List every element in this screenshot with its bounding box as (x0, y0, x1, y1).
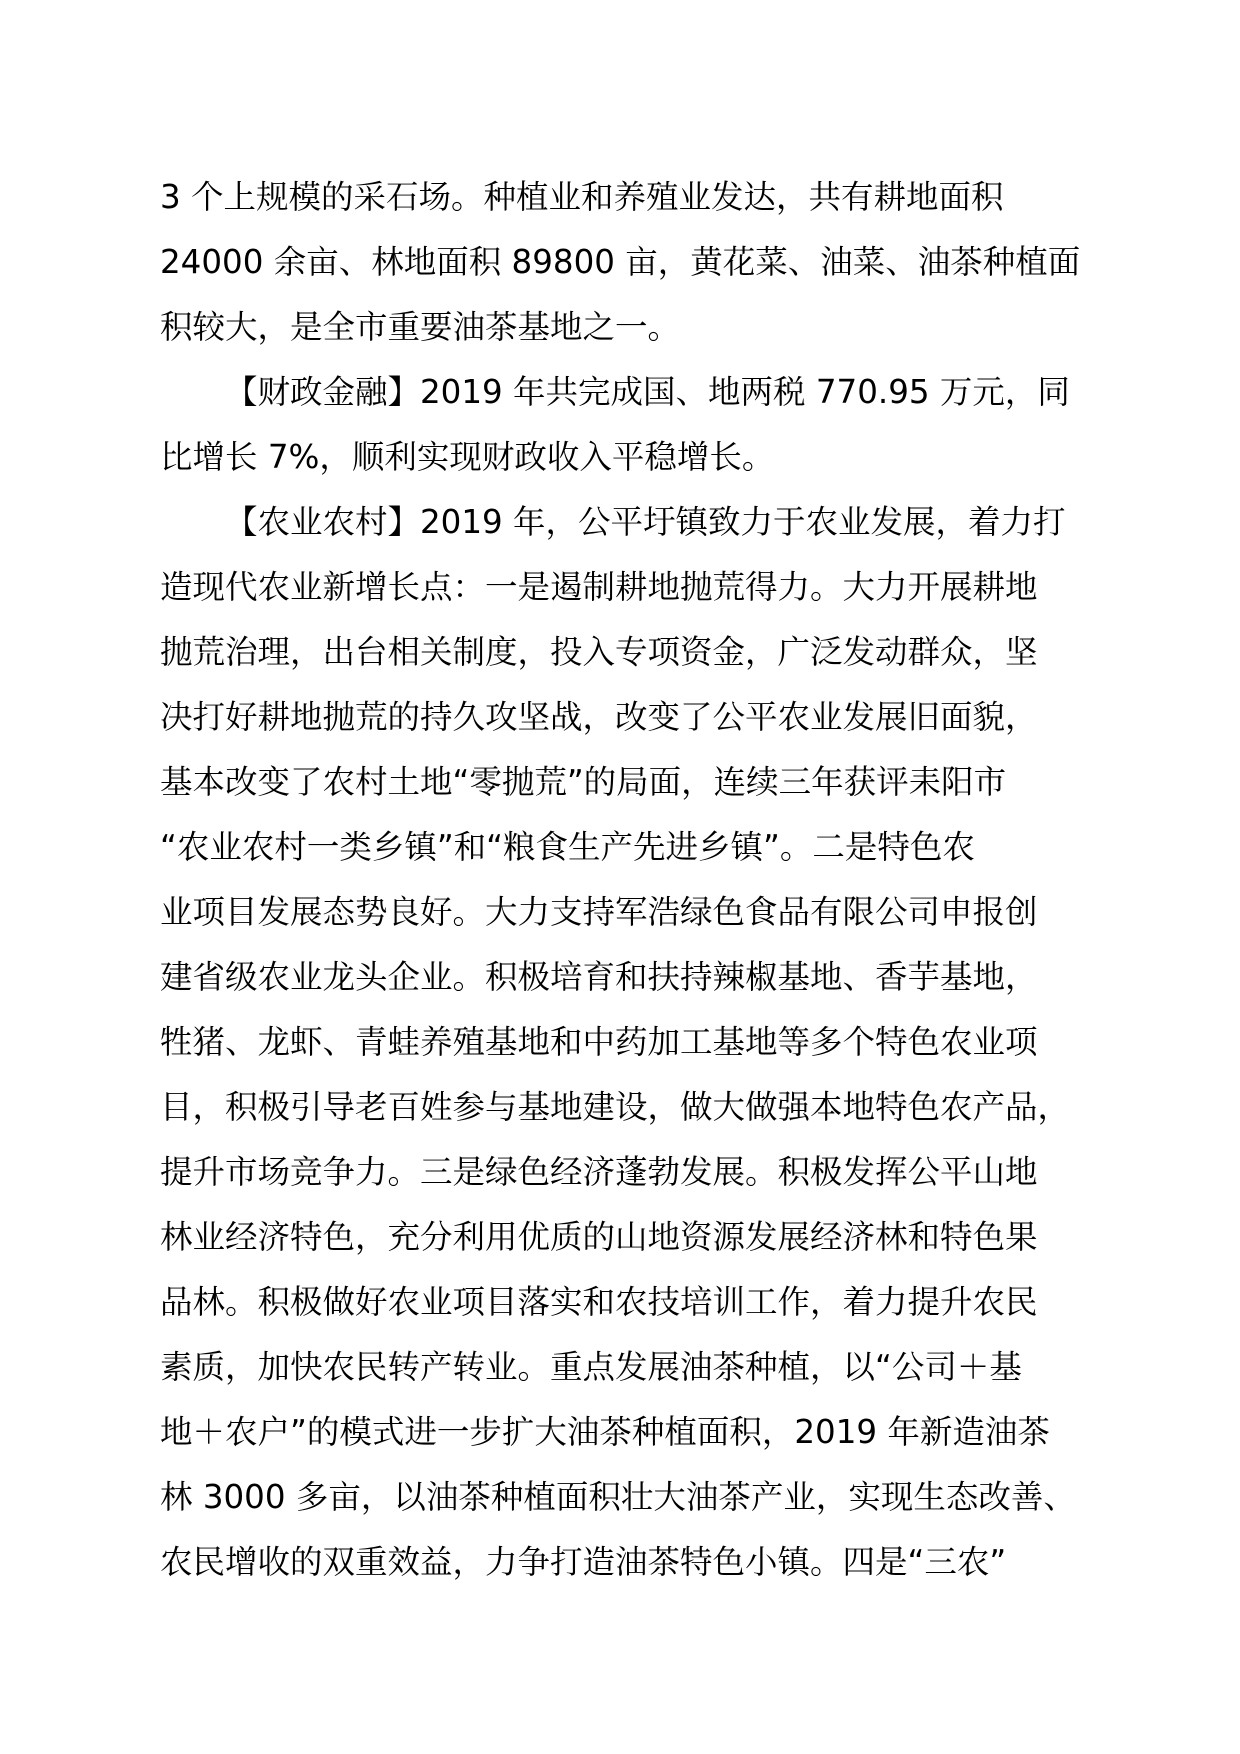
paragraph-agriculture-first-line: 【农业农村】2019 年，公平圩镇致力于农业发展，着力打 (225, 503, 1066, 541)
text-line: 比增长 7%，顺利实现财政收入平稳增长。 (160, 438, 775, 476)
text-line: 决打好耕地抛荒的持久攻坚战，改变了公平农业发展旧面貌， (160, 698, 1038, 736)
text-line: 抛荒治理，出台相关制度，投入专项资金，广泛发动群众，坚 (160, 633, 1038, 671)
text-line: 牲猪、龙虾、青蛙养殖基地和中药加工基地等多个特色农业项 (160, 1023, 1038, 1061)
text-line: 林业经济特色，充分利用优质的山地资源发展经济林和特色果 (160, 1218, 1038, 1256)
text-line: 3 个上规模的采石场。种植业和养殖业发达，共有耕地面积 (160, 178, 1004, 216)
text-line: 业项目发展态势良好。大力支持军浩绿色食品有限公司申报创 (160, 893, 1038, 931)
text-line: 目，积极引导老百姓参与基地建设，做大做强本地特色农产品， (160, 1088, 1071, 1126)
body-text (160, 165, 1120, 1595)
text-line: “农业农村一类乡镇”和“粮食生产先进乡镇”。二是特色农 (160, 828, 975, 866)
text-line: 地＋农户”的模式进一步扩大油茶种植面积，2019 年新造油茶 (160, 1413, 1050, 1451)
text-line: 建省级农业龙头企业。积极培育和扶持辣椒基地、香芋基地， (160, 958, 1038, 996)
text-line: 林 3000 多亩，以油茶种植面积壮大油茶产业，实现生态改善、 (160, 1478, 1076, 1516)
text-line: 提升市场竞争力。三是绿色经济蓬勃发展。积极发挥公平山地 (160, 1153, 1038, 1191)
paragraph-finance-first-line: 【财政金融】2019 年共完成国、地两税 770.95 万元，同 (225, 373, 1070, 411)
text-line: 24000 余亩、林地面积 89800 亩，黄花菜、油菜、油茶种植面 (160, 243, 1081, 281)
text-line: 素质，加快农民转产转业。重点发展油茶种植，以“公司＋基 (160, 1348, 1022, 1386)
text-line: 农民增收的双重效益，力争打造油茶特色小镇。四是“三农” (160, 1543, 1007, 1581)
text-line: 品林。积极做好农业项目落实和农技培训工作，着力提升农民 (160, 1283, 1038, 1321)
text-line: 基本改变了农村土地“零抛荒”的局面，连续三年获评耒阳市 (160, 763, 1007, 801)
text-line: 造现代农业新增长点：一是遏制耕地抛荒得力。大力开展耕地 (160, 568, 1038, 606)
text-line: 积较大，是全市重要油茶基地之一。 (160, 308, 681, 346)
